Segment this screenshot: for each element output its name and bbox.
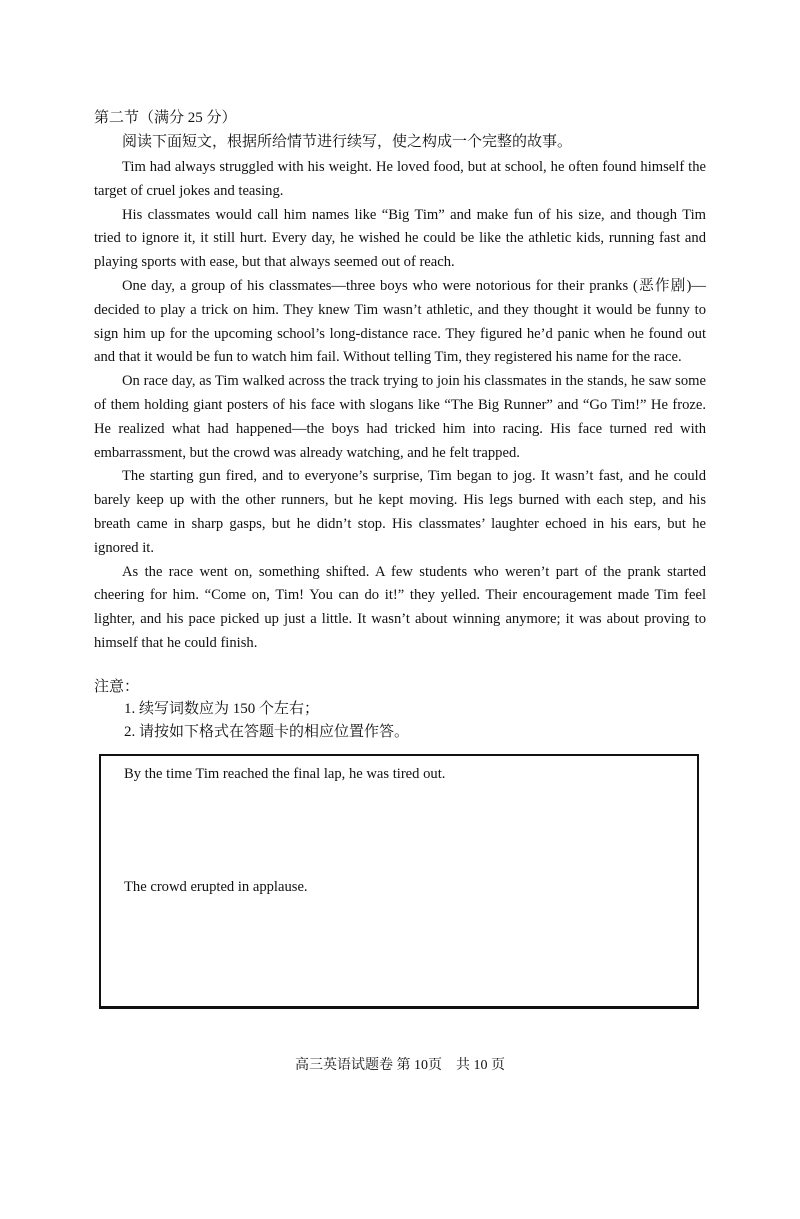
- page-footer: 高三英语试题卷 第 10页 共 10 页: [295, 1058, 505, 1073]
- answer-box: [99, 754, 699, 1009]
- passage-paragraph: As the race went on, something shifted. A few students who weren’t part of the prank started cheering for him. “Come on, Tim! You can do it!” they yelled. Their encouragement made Tim feel lighter, and his pace picked up just a little. It wasn’t about winning anymore; it was about proving to himself that he could finish.: [94, 563, 706, 651]
- paragraph-opening-2: The crowd erupted in applause.: [124, 879, 308, 895]
- passage-paragraph: Tim had always struggled with his weight. He loved food, but at school, he often found himself the target of cruel jokes and teasing.: [94, 159, 706, 199]
- passage-paragraph: His classmates would call him names like “Big Tim” and make fun of his size, and though Tim tried to ignore it, it still hurt. Every day, he wished he could be like the athletic kids, running fast and playing sports with ease, but that always seemed out of reach.: [94, 206, 706, 271]
- note-item: 2. 请按如下格式在答题卡的相应位置作答。: [124, 724, 410, 740]
- passage-paragraph: The starting gun fired, and to everyone’s surprise, Tim began to jog. It wasn’t fast, and he could barely keep up with the other runners, but he kept moving. His legs burned with each step, and his breath came in sharp gasps, but he didn’t stop. His classmates’ laughter echoed in his ears, but he ignored it.: [94, 468, 706, 556]
- reading-passage: [94, 156, 706, 656]
- paragraph-opening-1: By the time Tim reached the final lap, he was tired out.: [124, 766, 446, 782]
- passage-paragraph: One day, a group of his classmates—three boys who were notorious for their pranks (恶作剧)—decided to play a trick on him. They knew Tim wasn’t athletic, and they thought it would be funny to sign him up for the upcoming school’s long-distance race. They figured he’d panic when he found out and that it would be fun to watch him fail. Without telling Tim, they registered his name for the race.: [94, 277, 706, 366]
- note-item: 1. 续写词数应为 150 个左右；: [124, 701, 320, 717]
- task-instruction: 阅读下面短文，根据所给情节进行续写，使之构成一个完整的故事。: [122, 134, 573, 150]
- section-title: 第二节（满分 25 分）: [94, 110, 237, 126]
- notes-title: 注意：: [94, 679, 140, 695]
- passage-paragraph: On race day, as Tim walked across the track trying to join his classmates in the stands, he saw some of them holding giant posters of his face with slogans like “The Big Runner” and “Go Tim!” He froze. He realized what had happened—the boys had tricked him into racing. His face turned red with embarrassment, but the crowd was already watching, and he felt trapped.: [94, 373, 706, 461]
